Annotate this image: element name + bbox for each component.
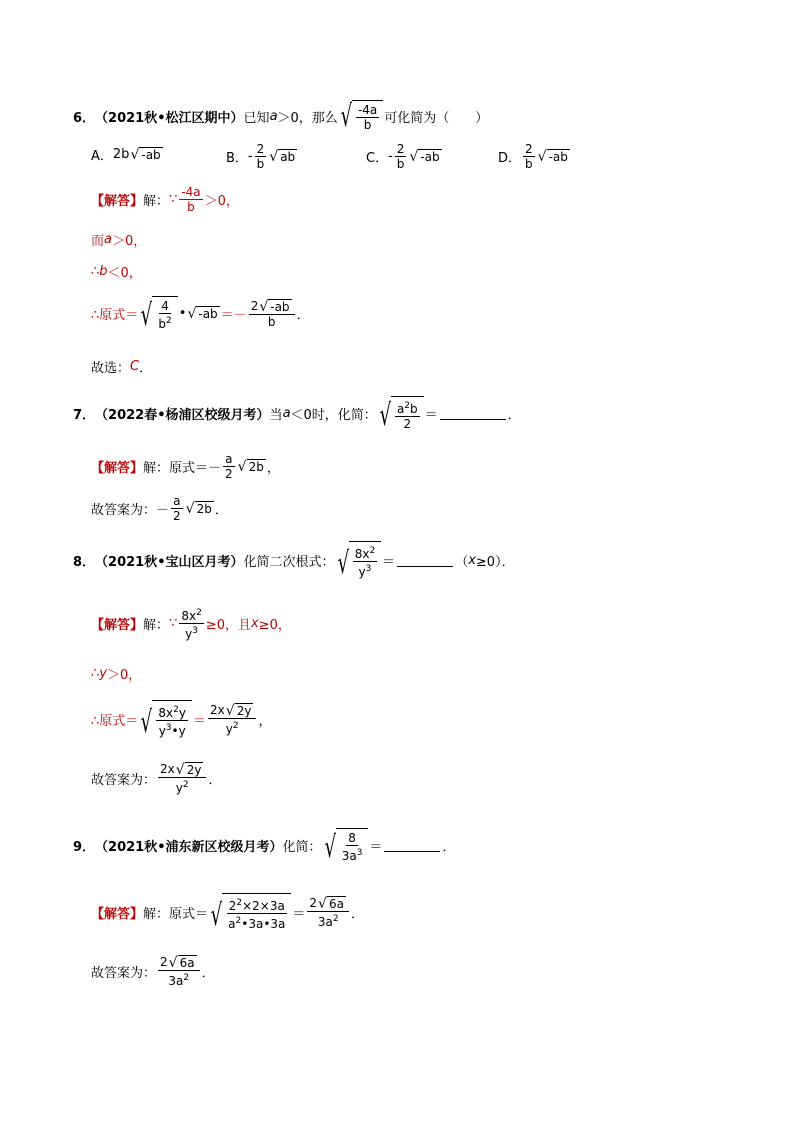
q6-answer-line2: 而 a ＞0， [91, 232, 147, 249]
q6-radical: √ $\frac{-4a}{b}$ [339, 100, 383, 132]
q7-final: 故答案为：－ $\frac{a}{2}$ √ 2b ． [91, 494, 228, 523]
q6-cond: ＞0，那么 [277, 110, 338, 126]
answer-tag: 【解答】 [91, 194, 144, 209]
q9-answer: 【解答】 解：原式＝ √ $\frac{2^2\times 2\times 3a}{a^2•3a•3a}$ ＝ 2 √ 6a $3a^2$ ． [91, 893, 364, 931]
q9-stem: 9． （2021秋•浦东新区校级月考） 化简： √ $\frac{8}{3a^3}$ ＝ ． [73, 830, 456, 865]
q6-option-b[interactable]: B． - $\frac{2}{b}$ √ ab [226, 142, 296, 171]
answer-blank[interactable] [384, 839, 440, 852]
q6-choose: 故选： C ． [91, 359, 153, 376]
q6-answer-line3: ∴ b ＜0， [91, 264, 142, 281]
q6-answer-line4: ∴原式＝ √ $\frac{4}{b^2}$ • √ -ab ＝－ 2 √ -ab b ． [91, 298, 310, 333]
q6-text: 已知 [243, 110, 270, 126]
q8-final: 故答案为： 2x √ 2y $y^2$ ． [91, 762, 222, 795]
q8-stem: 8． （2021秋•宝山区月考） 化简二次根式： √ $\frac{8x^2}{y^3}$ ＝ （ x ≥0）． [73, 541, 515, 579]
q6-var: a [269, 108, 278, 124]
q6-number: 6． [73, 110, 96, 126]
q6-option-d[interactable]: D． $\frac{2}{b}$ √ -ab [498, 142, 568, 171]
q8-answer-line1: 【解答】 解： ∵ $\frac{8x^2}{y^3}$ ≥0，且 x ≥0， [91, 608, 291, 641]
q8-answer-line3: ∴原式＝ √ $\frac{8x^2y}{y^3•y}$ ＝ 2x √ 2y $y^2$ ， [91, 700, 271, 738]
q6-answer-line1: 【解答】 解： ∵ $\frac{-4a}{b}$ ＞0， [91, 185, 239, 214]
q7-answer: 【解答】 解：原式＝－ $\frac{a}{2}$ √ 2b ， [91, 452, 280, 481]
q6-text-end: 可化简为（ ） [384, 110, 489, 126]
q6-option-a[interactable]: A． 2b √ -ab [91, 147, 161, 164]
q8-answer-line2: ∴ y ＞0， [91, 666, 142, 683]
q9-final: 故答案为： 2 √ 6a $3a^2$ ． [91, 955, 215, 988]
q6-stem [73, 100, 488, 132]
q6-source: （2021秋•松江区期中） [95, 110, 244, 126]
q7-stem: 7． （2022春•杨浦区校级月考） 当 a ＜0时，化简： √ $\frac{a^2b}{2}$ ＝ ． [73, 398, 521, 433]
q6-option-c[interactable]: C． - $\frac{2}{b}$ √ -ab [366, 142, 440, 171]
answer-blank[interactable] [397, 554, 453, 567]
answer-blank[interactable] [440, 407, 506, 420]
